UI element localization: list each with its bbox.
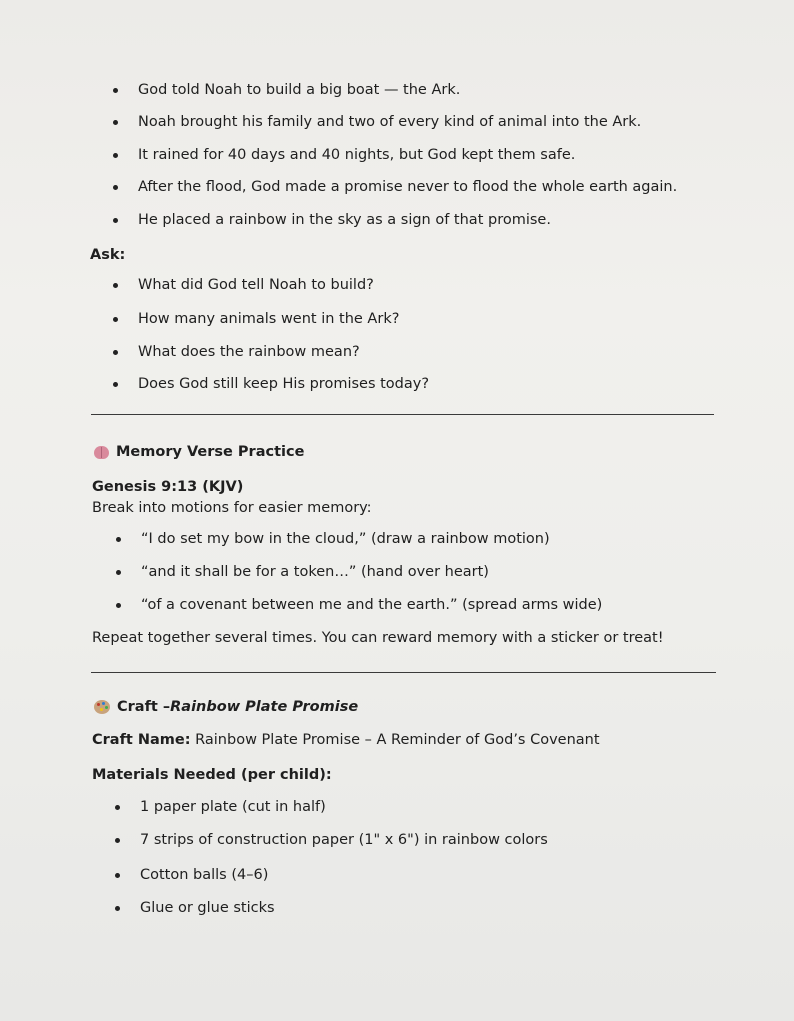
list-item: “and it shall be for a token…” (hand over heart) <box>141 564 489 580</box>
craft-heading <box>94 697 358 717</box>
section-divider <box>91 672 716 673</box>
list-item: 1 paper plate (cut in half) <box>140 799 326 815</box>
list-item: Does God still keep His promises today? <box>138 376 430 392</box>
list-item: After the flood, God made a promise never to flood the whole earth again. <box>138 179 678 195</box>
list-item: Glue or glue sticks <box>140 900 275 916</box>
list-item: What did God tell Noah to build? <box>138 277 374 293</box>
verse-reference: Genesis 9:13 (KJV) <box>92 479 244 495</box>
memory-intro: Break into motions for easier memory: <box>92 500 372 516</box>
memory-heading <box>94 442 304 462</box>
list-item: “I do set my bow in the cloud,” (draw a rainbow motion) <box>141 531 550 547</box>
list-item: It rained for 40 days and 40 nights, but God kept them safe. <box>138 147 576 163</box>
list-item: God told Noah to build a big boat — the Ark. <box>138 82 461 98</box>
memory-repeat-note: Repeat together several times. You can reward memory with a sticker or treat! <box>92 630 664 646</box>
craft-name-value: Rainbow Plate Promise – A Reminder of God’s Covenant <box>190 732 600 748</box>
ask-label: Ask: <box>90 247 126 263</box>
list-item: “of a covenant between me and the earth.” (spread arms wide) <box>141 597 603 613</box>
section-divider <box>91 414 714 415</box>
materials-label: Materials Needed (per child): <box>92 767 332 783</box>
craft-heading-title: Rainbow Plate Promise <box>170 699 359 715</box>
palette-icon <box>94 700 110 714</box>
list-item: He placed a rainbow in the sky as a sign of that promise. <box>138 212 551 228</box>
memory-heading-text: Memory Verse Practice <box>116 444 305 460</box>
list-item: Noah brought his family and two of every kind of animal into the Ark. <box>138 114 642 130</box>
list-item: How many animals went in the Ark? <box>138 311 400 327</box>
list-item: What does the rainbow mean? <box>138 344 360 360</box>
list-item: Cotton balls (4–6) <box>140 867 269 883</box>
brain-icon <box>94 446 109 459</box>
list-item: 7 strips of construction paper (1" x 6") in rainbow colors <box>140 832 548 848</box>
craft-name-line <box>92 730 600 750</box>
craft-heading-prefix: Craft – <box>117 699 171 715</box>
craft-name-label: Craft Name: <box>92 732 191 748</box>
